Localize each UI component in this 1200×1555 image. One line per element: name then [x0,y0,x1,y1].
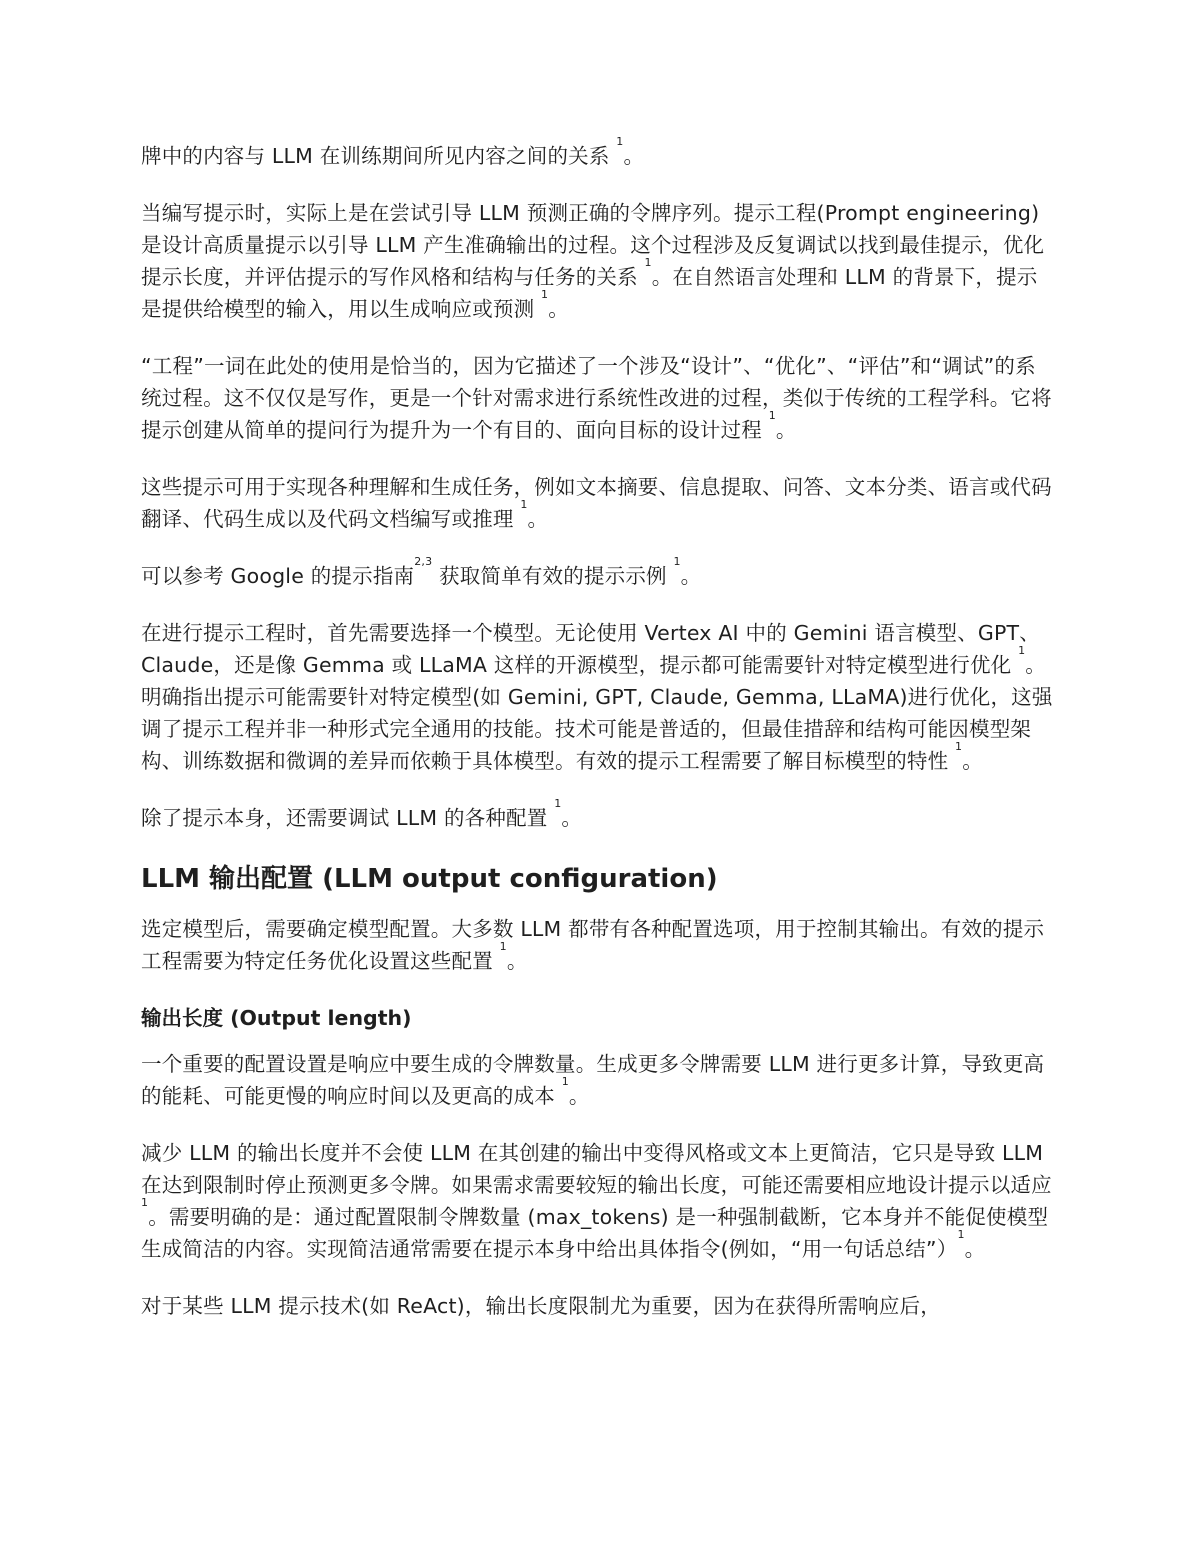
footnote-ref[interactable]: 1 [554,797,562,810]
footnote-ref[interactable]: 1 [644,256,652,269]
paragraph-7: 选定模型后，需要确定模型配置。大多数 LLM 都带有各种配置选项，用于控制其输出。有效的提示工程需要为特定任务优化设置这些配置 $^1$。 [141,917,1045,973]
document-page [141,135,1056,1347]
paragraph-8: 一个重要的配置设置是响应中要生成的令牌数量。生成更多令牌需要 LLM 进行更多计算，导致更高的能耗、可能更慢的响应时间以及更高的成本 $^1$。 [141,1052,1045,1108]
footnote-ref[interactable]: 1 [541,288,549,301]
paragraph-9: 减少 LLM 的输出长度并不会使 LLM 在其创建的输出中变得风格或文本上更简洁，它只是导致 LLM 在达到限制时停止预测更多令牌。如果需求需要较短的输出长度，可能还需要相应地设计提示以适应 $^1$。需要明确的是：通过配置限制令牌数量 (max_tokens) 是一种强制截断，它本身并不能促使模型生成简洁的内容。实现简洁通常需要在提示本身中给出具体指令(例如，“用一句话总结”）$^1$。 [141,1141,1052,1261]
paragraph-2: “工程”一词在此处的使用是恰当的，因为它描述了一个涉及“设计”、“优化”、“评估”和“调试”的系统过程。这不仅仅是写作，更是一个针对需求进行系统性改进的过程，类似于传统的工程学科。它将提示创建从简单的提问行为提升为一个有目的、面向目标的设计过程 $^1$。 [141,354,1052,442]
footnote-ref[interactable]: 1 [561,1075,569,1088]
paragraph-0: 牌中的内容与 LLM 在训练期间所见内容之间的关系 $^1$。 [141,135,645,168]
footnote-ref[interactable]: 1 [673,555,681,568]
footnote-ref[interactable]: 1 [141,1196,149,1209]
paragraph-5: 在进行提示工程时，首先需要选择一个模型。无论使用 Vertex AI 中的 Gemini 语言模型、GPT、Claude，还是像 Gemma 或 LLaMA 这样的开源模型，提示都可能需要针对特定模型进行优化 $^1$。明确指出提示可能需要针对特定模型(如 Gemini, GPT, Claude, Gemma, LLaMA)进行优化，这强调了提示工程并非一种形式完全通用的技能。技术可能是普适的，但最佳措辞和结构可能因模型架构、训练数据和微调的差异而依赖于具体模型。有效的提示工程需要了解目标模型的特性 $^1$。 [141,621,1053,773]
paragraph-6: 除了提示本身，还需要调试 LLM 的各种配置 $^1$。 [141,797,583,830]
paragraph-10: 对于某些 LLM 提示技术(如 ReAct)，输出长度限制尤为重要，因为在获得所需响应后， [141,1294,941,1318]
paragraph-3: 这些提示可用于实现各种理解和生成任务，例如文本摘要、信息提取、问答、文本分类、语言或代码翻译、代码生成以及代码文档编写或推理 $^1$。 [141,475,1052,531]
footnote-ref[interactable]: 1 [768,409,776,422]
footnote-ref[interactable]: 1 [1018,644,1026,657]
paragraph-4: 可以参考 Google 的提示指南$^{2,3}$ 获取简单有效的提示示例 $^1$。 [141,555,702,588]
footnote-ref[interactable]: 1 [616,135,624,148]
footnote-ref[interactable]: 1 [955,740,963,753]
section-heading: LLM 输出配置 (LLM output configuration) [141,864,718,894]
footnote-ref[interactable]: 1 [957,1228,965,1241]
footnote-ref[interactable]: 2,3 [414,555,433,568]
paragraph-1: 当编写提示时，实际上是在尝试引导 LLM 预测正确的令牌序列。提示工程(Prompt engineering)是设计高质量提示以引导 LLM 产生准确输出的过程。这个过程涉及反复调试以找到最佳提示，优化提示长度，并评估提示的写作风格和结构与任务的关系 $^1$。在自然语言处理和 LLM 的背景下，提示是提供给模型的输入，用以生成响应或预测 $^1$。 [141,201,1045,321]
subsection-heading: 输出长度 (Output length) [141,1006,412,1030]
footnote-ref[interactable]: 1 [499,940,507,953]
footnote-ref[interactable]: 1 [520,498,528,511]
